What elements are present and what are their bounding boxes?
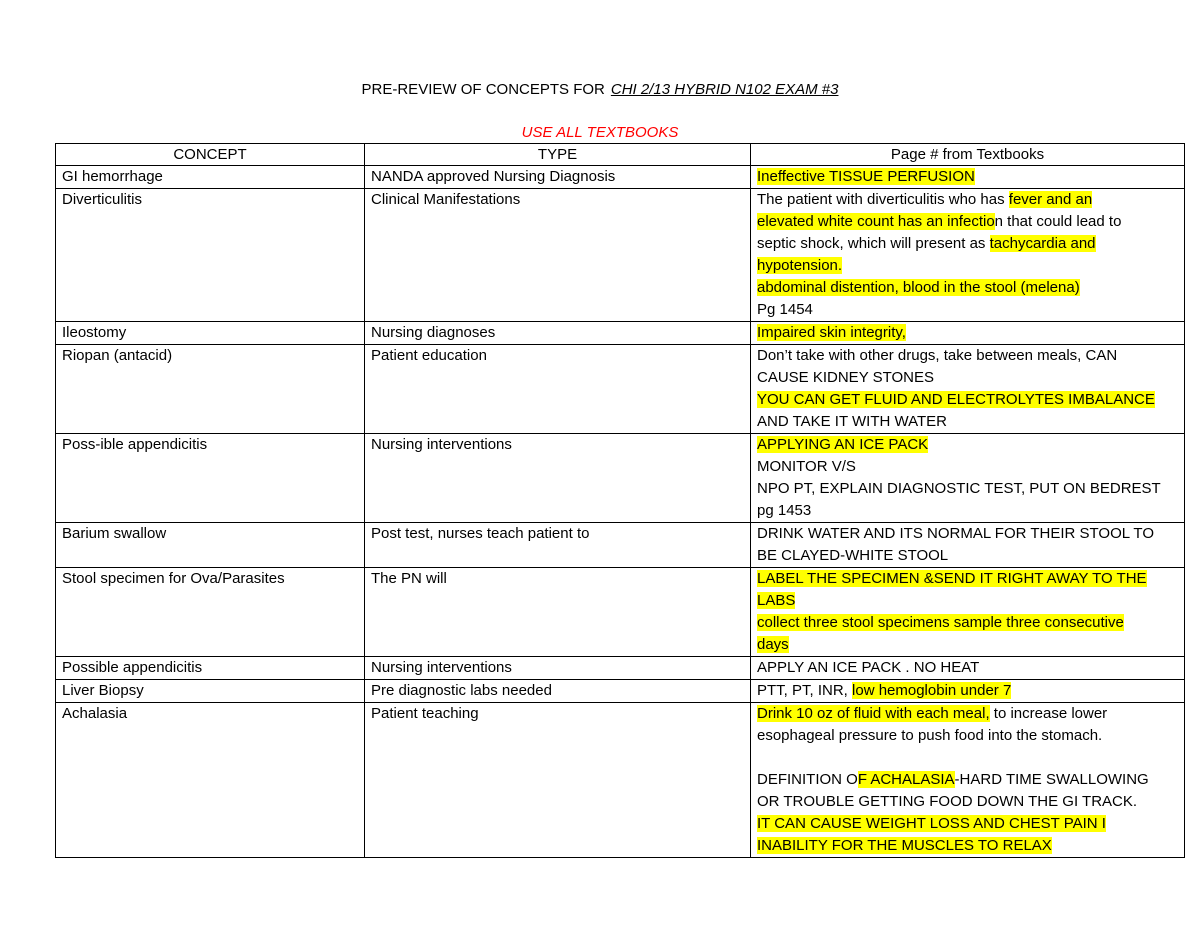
subtitle: USE ALL TEXTBOOKS bbox=[521, 124, 679, 141]
table-row bbox=[56, 345, 1185, 434]
note-text: pg 1453 bbox=[757, 502, 812, 519]
cell-concept: Barium swallow bbox=[56, 523, 365, 568]
cell-type: Clinical Manifestations bbox=[365, 189, 751, 322]
cell-concept: Poss-ible appendicitis bbox=[56, 434, 365, 523]
cell-notes bbox=[751, 345, 1185, 434]
table-row bbox=[56, 680, 1185, 703]
cell-type: Post test, nurses teach patient to bbox=[365, 523, 751, 568]
cell-concept: Possible appendicitis bbox=[56, 657, 365, 680]
highlighted-text: hypotension. bbox=[757, 257, 843, 274]
note-text: -HARD TIME SWALLOWING bbox=[954, 771, 1149, 788]
note-line bbox=[757, 456, 1178, 478]
highlighted-text: Drink 10 oz of fluid with each meal, bbox=[757, 705, 990, 722]
note-text: Don’t take with other drugs, take between meals, CAN bbox=[757, 347, 1118, 364]
note-line bbox=[757, 211, 1178, 233]
column-header-page: Page # from Textbooks bbox=[751, 144, 1185, 166]
cell-notes bbox=[751, 434, 1185, 523]
cell-notes bbox=[751, 703, 1185, 858]
note-line bbox=[757, 299, 1178, 321]
highlighted-text: collect three stool specimens sample three consecutive bbox=[757, 614, 1124, 631]
note-line bbox=[757, 769, 1178, 791]
table-row bbox=[56, 322, 1185, 345]
note-line bbox=[757, 434, 1178, 456]
page-title bbox=[0, 80, 1200, 100]
note-line bbox=[757, 189, 1178, 211]
note-text: AND TAKE IT WITH WATER bbox=[757, 413, 948, 430]
note-line bbox=[757, 813, 1178, 835]
note-line bbox=[757, 657, 1178, 679]
cell-type: NANDA approved Nursing Diagnosis bbox=[365, 166, 751, 189]
highlighted-text: IT CAN CAUSE WEIGHT LOSS AND CHEST PAIN I bbox=[757, 815, 1106, 832]
cell-notes bbox=[751, 657, 1185, 680]
note-text: CAUSE KIDNEY STONES bbox=[757, 369, 934, 386]
note-text: APPLY AN ICE PACK . NO HEAT bbox=[757, 659, 980, 676]
cell-notes bbox=[751, 322, 1185, 345]
note-line bbox=[757, 500, 1178, 522]
note-line bbox=[757, 255, 1178, 277]
note-text: to increase lower bbox=[989, 705, 1108, 722]
cell-type: The PN will bbox=[365, 568, 751, 657]
note-line bbox=[757, 277, 1178, 299]
cell-concept: GI hemorrhage bbox=[56, 166, 365, 189]
note-line bbox=[757, 322, 1178, 344]
cell-concept: Achalasia bbox=[56, 703, 365, 858]
note-line bbox=[757, 680, 1178, 702]
note-text: n that could lead to bbox=[994, 213, 1122, 230]
highlighted-text: YOU CAN GET FLUID AND ELECTROLYTES IMBALANCE bbox=[757, 391, 1155, 408]
cell-notes bbox=[751, 680, 1185, 703]
highlighted-text: elevated white count has an infectio bbox=[757, 213, 995, 230]
column-header-type: TYPE bbox=[365, 144, 751, 166]
note-text: esophageal pressure to push food into the stomach. bbox=[757, 727, 1103, 744]
note-text: MONITOR V/S bbox=[757, 458, 856, 475]
note-text: The patient with diverticulitis who has bbox=[757, 191, 1009, 208]
cell-notes bbox=[751, 166, 1185, 189]
note-line bbox=[757, 568, 1178, 590]
note-text: septic shock, which will present as bbox=[757, 235, 990, 252]
cell-type: Nursing diagnoses bbox=[365, 322, 751, 345]
highlighted-text: Ineffective TISSUE PERFUSION bbox=[757, 168, 975, 185]
table-body bbox=[56, 166, 1185, 858]
highlighted-text: abdominal distention, blood in the stool (melena) bbox=[757, 279, 1080, 296]
highlighted-text: Impaired skin integrity, bbox=[757, 324, 906, 341]
note-text: DEFINITION O bbox=[757, 771, 858, 788]
note-line bbox=[757, 389, 1178, 411]
note-line bbox=[757, 725, 1178, 747]
highlighted-text: days bbox=[757, 636, 789, 653]
note-line bbox=[757, 478, 1178, 500]
table-header-row bbox=[56, 144, 1185, 166]
table-row bbox=[56, 657, 1185, 680]
cell-notes bbox=[751, 568, 1185, 657]
table-row bbox=[56, 568, 1185, 657]
note-text: Pg 1454 bbox=[757, 301, 813, 318]
note-line bbox=[757, 166, 1178, 188]
note-line bbox=[757, 835, 1178, 857]
cell-concept: Stool specimen for Ova/Parasites bbox=[56, 568, 365, 657]
concepts-table bbox=[55, 143, 1185, 858]
table-row bbox=[56, 166, 1185, 189]
highlighted-text: low hemoglobin under 7 bbox=[852, 682, 1012, 699]
note-text: OR TROUBLE GETTING FOOD DOWN THE GI TRACK. bbox=[757, 793, 1138, 810]
cell-concept: Liver Biopsy bbox=[56, 680, 365, 703]
cell-concept: Diverticulitis bbox=[56, 189, 365, 322]
table-row bbox=[56, 523, 1185, 568]
cell-type: Patient education bbox=[365, 345, 751, 434]
table-row bbox=[56, 703, 1185, 858]
note-line bbox=[757, 523, 1178, 545]
note-text: PTT, PT, INR, bbox=[757, 682, 853, 699]
note-line bbox=[757, 545, 1178, 567]
note-text: NPO PT, EXPLAIN DIAGNOSTIC TEST, PUT ON BEDREST bbox=[757, 480, 1161, 497]
table-row bbox=[56, 434, 1185, 523]
highlighted-text: LABEL THE SPECIMEN &SEND IT RIGHT AWAY TO THE bbox=[757, 570, 1147, 587]
highlighted-text: F ACHALASIA bbox=[857, 771, 955, 788]
highlighted-text: fever and an bbox=[1008, 191, 1093, 208]
table-row bbox=[56, 189, 1185, 322]
note-line bbox=[757, 590, 1178, 612]
cell-notes bbox=[751, 189, 1185, 322]
note-text: BE CLAYED-WHITE STOOL bbox=[757, 547, 949, 564]
cell-notes bbox=[751, 523, 1185, 568]
cell-type: Pre diagnostic labs needed bbox=[365, 680, 751, 703]
note-line bbox=[757, 233, 1178, 255]
highlighted-text: INABILITY FOR THE MUSCLES TO RELAX bbox=[757, 837, 1052, 854]
title-exam: CHI 2/13 HYBRID N102 EXAM #3 bbox=[610, 81, 839, 98]
highlighted-text: LABS bbox=[757, 592, 796, 609]
note-line bbox=[757, 791, 1178, 813]
note-line bbox=[757, 411, 1178, 433]
column-header-concept: CONCEPT bbox=[56, 144, 365, 166]
cell-type: Patient teaching bbox=[365, 703, 751, 858]
highlighted-text: APPLYING AN ICE PACK bbox=[757, 436, 929, 453]
note-line bbox=[757, 634, 1178, 656]
cell-concept: Riopan (antacid) bbox=[56, 345, 365, 434]
cell-type: Nursing interventions bbox=[365, 434, 751, 523]
note-line bbox=[757, 367, 1178, 389]
title-prefix: PRE-REVIEW OF CONCEPTS FOR bbox=[361, 81, 605, 98]
note-text: DRINK WATER AND ITS NORMAL FOR THEIR STOOL TO bbox=[757, 525, 1154, 542]
cell-concept: Ileostomy bbox=[56, 322, 365, 345]
note-line bbox=[757, 703, 1178, 725]
note-line bbox=[757, 345, 1178, 367]
highlighted-text: tachycardia and bbox=[989, 235, 1096, 252]
blank-line bbox=[757, 747, 1178, 769]
note-line bbox=[757, 612, 1178, 634]
cell-type: Nursing interventions bbox=[365, 657, 751, 680]
